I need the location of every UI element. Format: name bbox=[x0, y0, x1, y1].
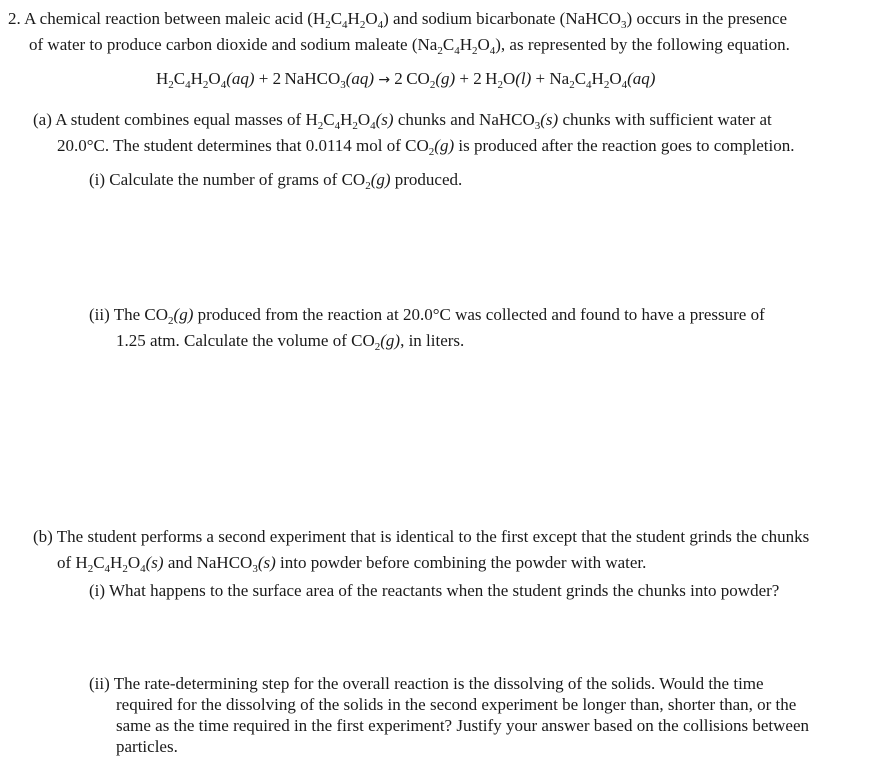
part-a-label: (a) bbox=[33, 110, 52, 129]
question-intro-line-1: 2. A chemical reaction between maleic acid $(H_2C_4H_2O_4)$ and sodium bicarbonate (NaHCO$_3$) occurs in the presence bbox=[8, 9, 788, 31]
answer-space-a-i[interactable] bbox=[0, 196, 872, 296]
part-b-i: (i) What happens to the surface area of the reactants when the student grinds the chunks into powder? bbox=[89, 581, 780, 600]
part-a-i: (i) Calculate the number of grams of $CO_2(g)$ produced. bbox=[89, 170, 463, 192]
equation-product-2: 2 $H_2O(l)$ bbox=[473, 69, 532, 91]
part-b-line-2: of $H_2C_4H_2O_4(s)$ and NaHCO$_3$(s) into powder before combining the powder with water. bbox=[57, 553, 647, 575]
equation-product-1: 2 $CO_2(g)$ bbox=[394, 69, 456, 91]
question-number: 2. bbox=[8, 9, 21, 28]
equation-reactant-1: $H_2C_4H_2O_4(aq)$ bbox=[156, 69, 255, 91]
part-a-ii-line-2: 1.25 atm. Calculate the volume of $CO_2(g)$, in liters. bbox=[116, 331, 465, 353]
equation-product-3: $Na_2C_4H_2O_4(aq)$ bbox=[549, 69, 656, 91]
formula-sodium-maleate: $Na_2C_4H_2O_4$ bbox=[417, 35, 496, 57]
part-b-line-1: (b) The student performs a second experiment that is identical to the first except that the student grinds the chunks bbox=[33, 527, 810, 546]
question-intro-line-2: of water to produce carbon dioxide and sodium maleate $(Na_2C_4H_2O_4)$, as represented by the following equation. bbox=[29, 35, 790, 57]
answer-space-b-i[interactable] bbox=[0, 606, 872, 670]
part-b-ii-line-4: particles. bbox=[116, 737, 178, 756]
answer-space-a-ii[interactable] bbox=[0, 360, 872, 520]
part-a-i-label: (i) bbox=[89, 170, 106, 189]
reaction-arrow: → bbox=[378, 72, 391, 88]
part-b-ii-label: (ii) bbox=[89, 674, 110, 693]
part-a-ii-line-1: (ii) The $CO_2(g)$ produced from the reaction at 20.0°C was collected and found to have a pressure of bbox=[89, 305, 765, 327]
chemical-equation: $H_2C_4H_2O_4(aq) + 2$ NaHCO$_3$(aq) → 2 $CO_2(g) + 2$ $H_2O(l) + Na_2C_4H_2O_4(aq)$ bbox=[156, 69, 656, 91]
part-b-ii-line-3: same as the time required in the first experiment? Justify your answer based on the collisions between bbox=[116, 716, 810, 735]
part-a-ii-label: (ii) bbox=[89, 305, 110, 324]
part-a-line-2: 20.0°C. The student determines that 0.0114 mol of $CO_2(g)$ is produced after the reaction goes to completion. bbox=[57, 136, 795, 158]
formula-maleic-acid: $H_2C_4H_2O_4$ bbox=[312, 9, 384, 31]
part-b-i-label: (i) bbox=[89, 581, 106, 600]
part-b-ii-line-1: (ii) The rate-determining step for the overall reaction is the dissolving of the solids. Would the time bbox=[89, 674, 764, 693]
formula-sodium-bicarbonate: NaHCO$_3$ bbox=[565, 9, 627, 31]
part-a-line-1: (a) A student combines equal masses of $H_2C_4H_2O_4(s)$ chunks and NaHCO$_3$(s) chunks with sufficient water at bbox=[33, 110, 772, 132]
part-b-ii-line-2: required for the dissolving of the solids in the second experiment be longer than, shorter than, or the bbox=[116, 695, 797, 714]
equation-reactant-2: 2 NaHCO$_3$(aq) bbox=[272, 69, 375, 91]
part-b-label: (b) bbox=[33, 527, 53, 546]
